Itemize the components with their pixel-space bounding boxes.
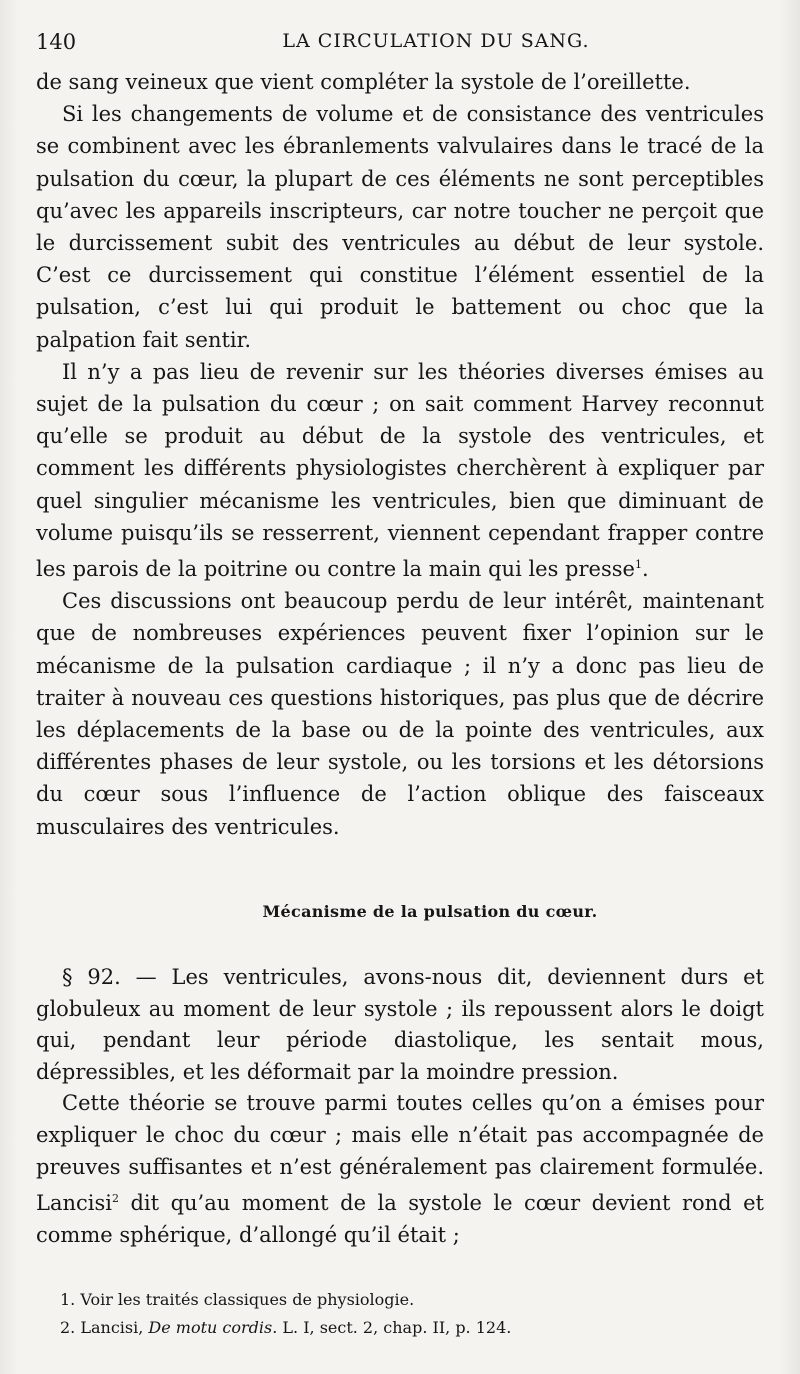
footnote-2-author: 2. Lancisi,	[60, 1318, 149, 1337]
footnote-ref: 2	[111, 1192, 119, 1206]
paragraph	[36, 1088, 764, 1251]
paragraph: de sang veineux que vient compléter la systole de l’oreillette.	[36, 70, 691, 94]
footnote-ref: 1	[634, 558, 642, 572]
footnote-2	[60, 1314, 760, 1342]
paragraph-text: Il n’y a pas lieu de revenir sur les théories diverses émises au sujet de la pulsation du cœur ; on sait comment Harvey reconnut qu’elle se produit au début de la systole des ventricules, et comment les différents physiologistes cherchèrent à expliquer par quel singulier mécanisme les ventricules, bien que diminuant de volume puisqu’ils se resserrent, viennent cependant frapper contre les parois de la poitrine ou contre la main qui les presse	[36, 359, 764, 582]
paragraph-text: Cette théorie se trouve parmi toutes celles qu’on a émises pour expliquer le choc du cœur ; mais elle n’était pas accompagnée de preuves suffisantes et n’est généralement pas clairement formulée. Lancisi	[36, 1091, 764, 1216]
footnote-2-title: De motu cordis.	[148, 1318, 278, 1337]
paragraph: Il n’y a pas lieu de revenir sur les théories diverses émises au sujet de la pulsation du cœur ; on sait comment Harvey reconnut qu’elle se produit au début de la systole des ventricules, et comment les différents physiologistes cherchèrent à expliquer par quel singulier mécanisme les ventricules, bien que diminuant de volume puisqu’ils se resserrent, viennent cependant frapper contre les parois de la poitrine ou contre la main qui les presse$^1$.	[36, 359, 764, 582]
running-head: LA CIRCULATION DU SANG.	[282, 30, 590, 52]
footnote-2-ref: L. I, sect. 2, chap. II, p. 124.	[277, 1318, 512, 1337]
paragraph: Si les changements de volume et de consistance des ventricules se combinent avec les ébranlements valvulaires dans le tracé de la pulsation du cœur, la plupart de ces éléments ne sont perceptibles qu’avec les appareils inscripteurs, car notre toucher ne perçoit que le durcissement subit des ventricules au début de leur systole. C’est ce durcissement qui constitue l’élément essentiel de la pulsation, c’est lui qui produit le battement ou choc que la palpation fait sentir.	[36, 102, 764, 352]
section-text	[36, 962, 764, 1251]
footnotes	[60, 1286, 760, 1342]
page-header	[36, 30, 766, 64]
paragraph: § 92. — Les ventricules, avons-nous dit, deviennent durs et globuleux au moment de leur systole ; ils repoussent alors le doigt qui, pendant leur période diastolique, les sentait mous, dépressibles, et les déformait par la moindre pression.	[36, 965, 764, 1084]
section-heading: Mécanisme de la pulsation du cœur.	[262, 902, 598, 921]
footnote-1: 1. Voir les traités classiques de physiologie.	[60, 1290, 415, 1309]
paragraph: Ces discussions ont beaucoup perdu de leur intérêt, maintenant que de nombreuses expériences peuvent fixer l’opinion sur le mécanisme de la pulsation cardiaque ; il n’y a donc pas lieu de traiter à nouveau ces questions historiques, pas plus que de décrire les déplacements de la base ou de la pointe des ventricules, aux différentes phases de leur systole, ou les torsions et les détorsions du cœur sous l’influence de l’action oblique des faisceaux musculaires des ventricules.	[36, 589, 764, 839]
main-text	[36, 66, 764, 843]
page-number: 140	[36, 30, 77, 54]
paragraph-text-cont: dit qu’au moment de la systole le cœur devient rond et comme sphérique, d’allongé qu’il était ;	[36, 1191, 764, 1247]
